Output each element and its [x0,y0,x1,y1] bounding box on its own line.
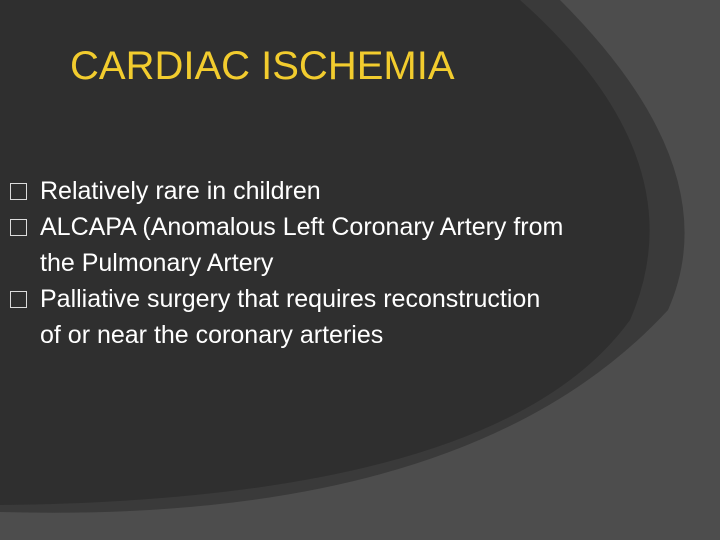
bullet-item [8,173,568,209]
bullet-text: ALCAPA (Anomalous Left Coronary Artery from the Pulmonary Artery [40,213,564,277]
bullet-item [8,209,568,281]
square-bullet-icon [10,183,27,200]
bullet-item [8,281,568,353]
bullet-text: Relatively rare in children [40,177,321,205]
square-bullet-icon [10,219,27,236]
bullet-text: Palliative surgery that requires reconstruction of or near the coronary arteries [40,285,541,349]
square-bullet-icon [10,291,27,308]
slide-title: CARDIAC ISCHEMIA [70,44,455,88]
bullet-list [8,173,568,353]
